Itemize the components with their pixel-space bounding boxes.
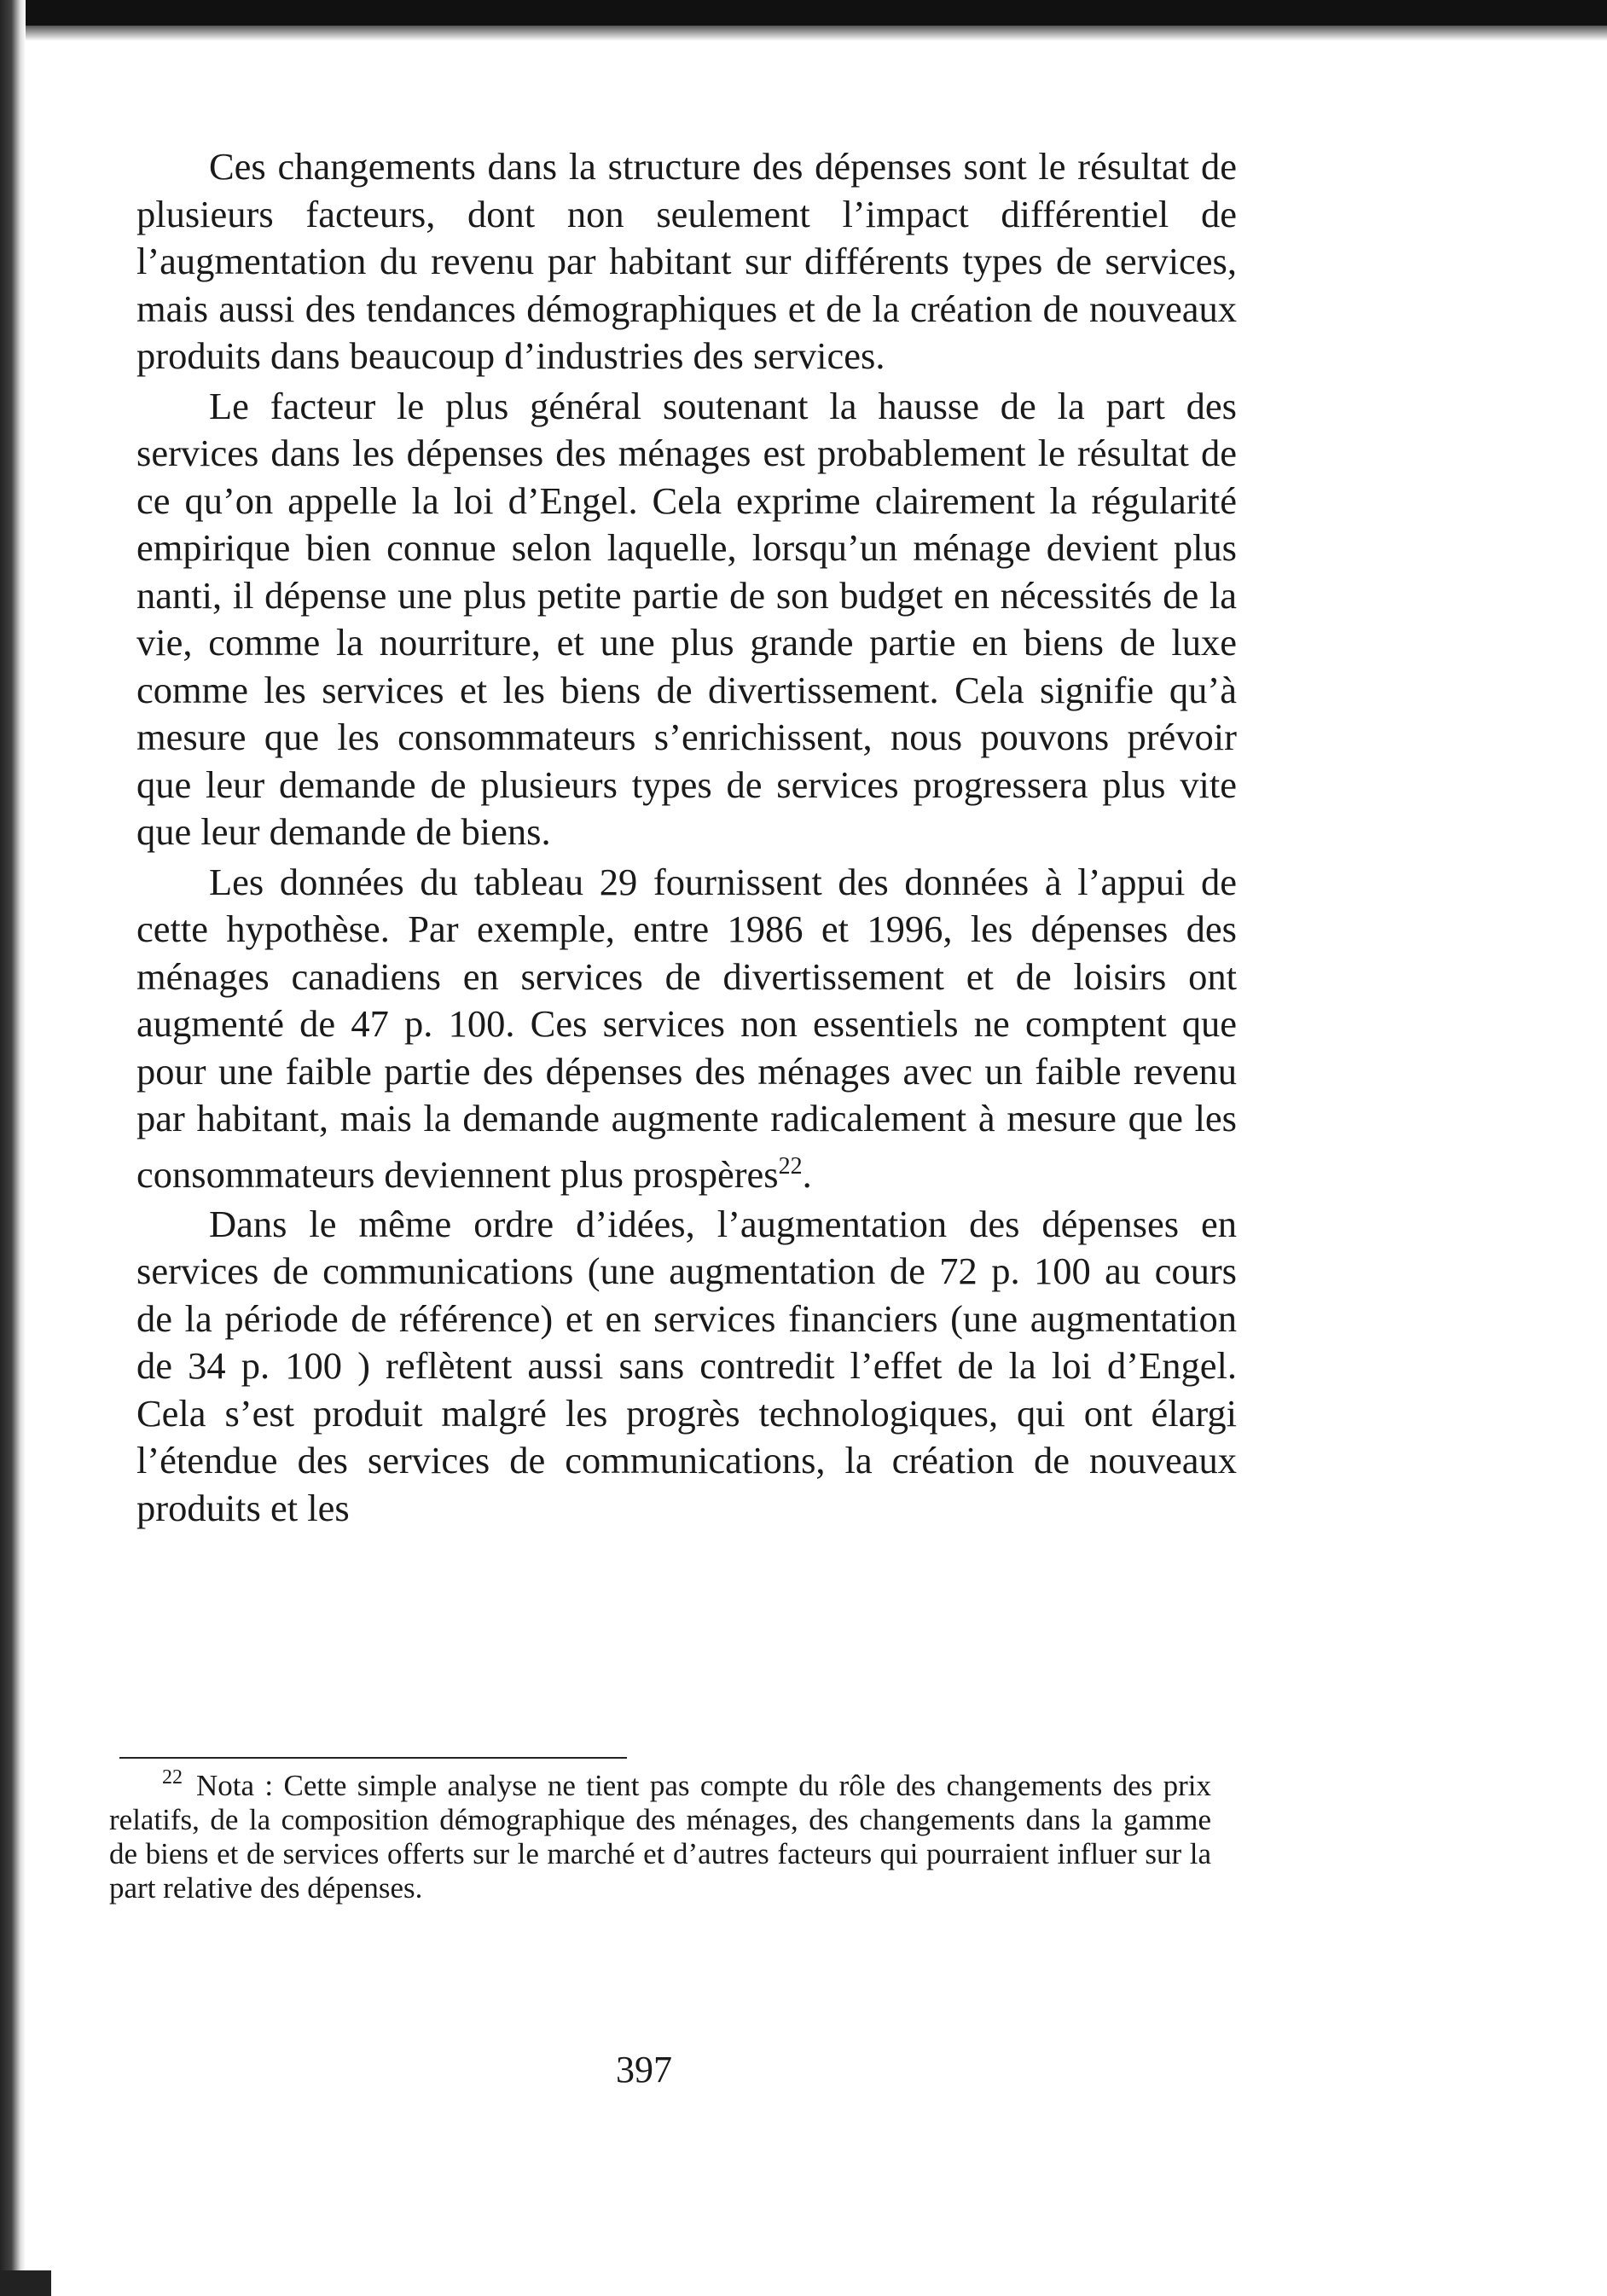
scan-top-border [26, 0, 1607, 26]
scan-bottom-edge [0, 2270, 51, 2296]
footnote-text: Nota : Cette simple analyse ne tient pas compte du rôle des changements des prix relatifs, de la composition démographique des ménages, des changements dans la gamme de biens et de services offerts sur le marché et d’autres facteurs qui pourraient influer sur la part relative des dépenses. [109, 1769, 1211, 1905]
scan-left-edge [0, 0, 26, 2296]
paragraph: Ces changements dans la structure des dépenses sont le résultat de plusieurs facteurs, dont non seulement l’impact différentiel de l’augmentation du revenu par habitant sur différents types de services, mais aussi des tendances démographiques et de la création de nouveaux produits dans beaucoup d’industries des services. [136, 145, 1237, 377]
paragraph: Le facteur le plus général soutenant la hausse de la part des services dans les dépenses des ménages est probablement le résultat de ce qu’on appelle la loi d’Engel. Cela exprime clairement la régularité empirique bien connue selon laquelle, lorsqu’un ménage devient plus nanti, il dépense une plus petite partie de son budget en nécessités de la vie, comme la nourriture, et une plus grande partie en biens de luxe comme les services et les biens de divertissement. Cela signifie qu’à mesure que les consommateurs s’enrichissent, nous pouvons prévoir que leur demande de plusieurs types de services progressera plus vite que leur demande de biens. [136, 384, 1237, 853]
page-number: 397 [616, 2049, 672, 2090]
paragraph-text: Les données du tableau 29 fournissent des données à l’appui de cette hypothèse. Par exemple, entre 1986 et 1996, les dépenses des ménages canadiens en services de divertissement et de loisirs ont augmenté de 47 p. 100. Ces services non essentiels ne comptent que pour une faible partie des dépenses des ménages avec un faible revenu par habitant, mais la demande augmente radicalement à mesure que les consommateurs deviennent plus prospères [136, 860, 1237, 1196]
paragraph: Dans le même ordre d’idées, l’augmentation des dépenses en services de communications (une augmentation de 72 p. 100 au cours de la période de référence) et en services financiers (une augmentation de 34 p. 100 ) reflètent aussi sans contredit l’effet de la loi d’Engel. Cela s’est produit malgré les progrès technologiques, qui ont élargi l’étendue des services de communications, la création de nouveaux produits et les [136, 1202, 1237, 1529]
scan-top-shadow [26, 26, 1607, 41]
paragraph: Les données du tableau 29 fournissent des données à l’appui de cette hypothèse. Par exemple, entre 1986 et 1996, les dépenses des ménages canadiens en services de divertissement et de loisirs ont augmenté de 47 p. 100. Ces services non essentiels ne comptent que pour une faible partie des dépenses des ménages avec un faible revenu par habitant, mais la demande augmente radicalement à mesure que les consommateurs deviennent plus prospères$^{22}$. [136, 860, 1237, 1196]
footnote-number: 22 [162, 1766, 183, 1789]
footnote [109, 1760, 1211, 1905]
body-text [136, 143, 1237, 1532]
footnote-separator [119, 1757, 627, 1759]
footnote-reference[interactable]: 22 [778, 1152, 803, 1180]
